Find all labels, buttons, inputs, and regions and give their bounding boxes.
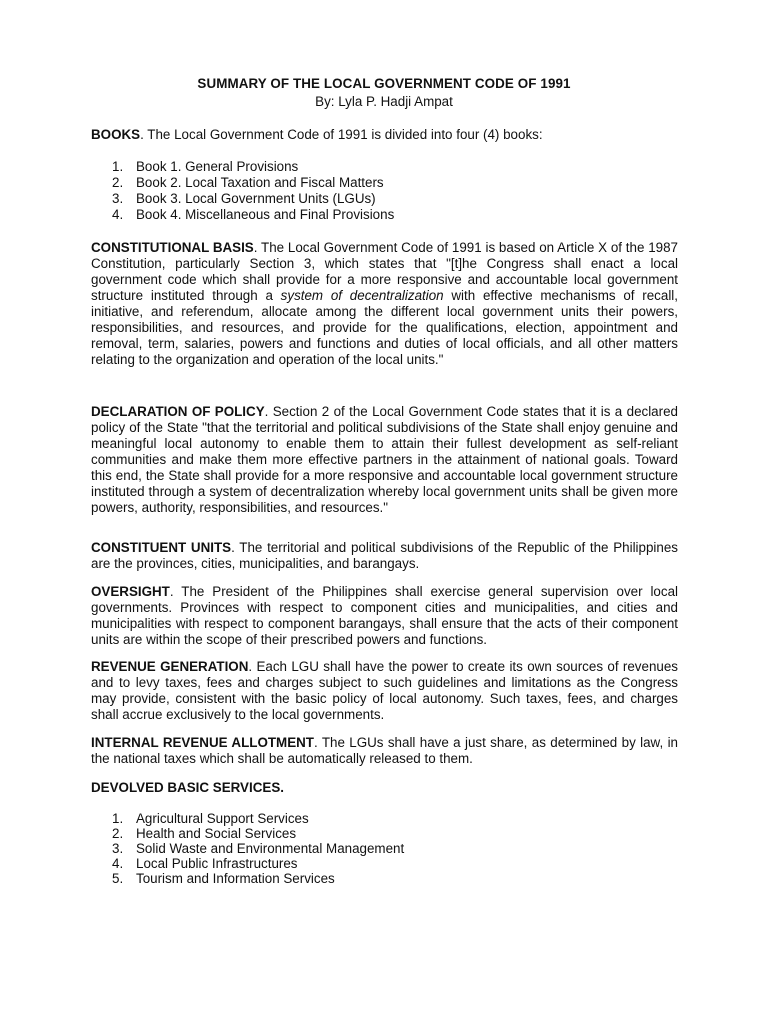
constitutional-basis-label: CONSTITUTIONAL BASIS <box>91 240 254 255</box>
list-item: 2. Book 2. Local Taxation and Fiscal Matters <box>112 175 384 190</box>
books-label: BOOKS <box>91 127 141 142</box>
list-item: 3. Solid Waste and Environmental Management <box>112 841 405 856</box>
books-text: . The Local Government Code of 1991 is divided into four (4) books: <box>140 127 543 142</box>
list-item: 4. Book 4. Miscellaneous and Final Provisions <box>112 207 395 222</box>
revenue-generation-paragraph: REVENUE GENERATION. Each LGU shall have the power to create its own sources of revenues and to levy taxes, fees and charges subject to such guidelines and limitations as the Congress may provide, consistent with the basic policy of local autonomy. Such taxes, fees, and charges shall accrue exclusively to the local governments. <box>91 659 678 722</box>
list-item: 5. Tourism and Information Services <box>112 871 335 886</box>
constitutional-basis-paragraph: CONSTITUTIONAL BASIS. The Local Government Code of 1991 is based on Article X of the 1987 Constitution, particularly Section 3, which states that "[t]he Congress shall enact a local government code which shall provide for a more responsive and accountable local government structure instituted through a system of decentralization with effective mechanisms of recall, initiative, and referendum, allocate among the different local government units their powers, responsibilities, and resources, and provide for the qualifications, election, appointment and removal, term, salaries, powers and functions and duties of local officials, and all other matters relating to the organization and operation of the local units." <box>91 240 678 367</box>
books-list <box>112 159 394 223</box>
internal-revenue-allotment-paragraph: INTERNAL REVENUE ALLOTMENT. The LGUs shall have a just share, as determined by law, in the national taxes which shall be automatically released to them. <box>91 735 678 766</box>
devolved-services-list <box>112 811 404 886</box>
document-author: By: Lyla P. Hadji Ampat <box>315 94 453 109</box>
list-item: 3. Book 3. Local Government Units (LGUs) <box>112 191 376 206</box>
list-item: 1. Agricultural Support Services <box>112 811 309 826</box>
revenue-generation-label: REVENUE GENERATION <box>91 659 249 674</box>
oversight-label: OVERSIGHT <box>91 584 170 599</box>
list-item: 4. Local Public Infrastructures <box>112 856 298 871</box>
internal-revenue-allotment-label: INTERNAL REVENUE ALLOTMENT <box>91 735 314 750</box>
constituent-units-paragraph: CONSTITUENT UNITS. The territorial and political subdivisions of the Republic of the Philippines are the provinces, cities, municipalities, and barangays. <box>91 540 678 571</box>
list-item: 1. Book 1. General Provisions <box>112 159 299 174</box>
constituent-units-label: CONSTITUENT UNITS <box>91 540 232 555</box>
declaration-of-policy-label: DECLARATION OF POLICY <box>91 404 265 419</box>
devolved-services-heading <box>91 780 678 796</box>
declaration-of-policy-paragraph: DECLARATION OF POLICY. Section 2 of the Local Government Code states that it is a declared policy of the State "that the territorial and political subdivisions of the State shall enjoy genuine and meaningful local autonomy to enable them to attain their fullest development as self-reliant communities and make them more effective partners in the attainment of national goals. Toward this end, the State shall provide for a more responsive and accountable local government structure instituted through a system of decentralization whereby local government units shall be given more powers, authority, responsibilities, and resources." <box>91 404 678 515</box>
italic-phrase: system of decentralization <box>280 288 444 303</box>
oversight-paragraph: OVERSIGHT. The President of the Philippines shall exercise general supervision over local governments. Provinces with respect to component cities and municipalities, and cities and municipalities with respect to component barangays, shall ensure that the acts of their component units are within the scope of their prescribed powers and functions. <box>91 584 678 647</box>
books-paragraph <box>91 127 678 143</box>
devolved-services-label: DEVOLVED BASIC SERVICES. <box>91 780 284 795</box>
list-item: 2. Health and Social Services <box>112 826 297 841</box>
document-title: SUMMARY OF THE LOCAL GOVERNMENT CODE OF 1991 <box>197 76 571 91</box>
